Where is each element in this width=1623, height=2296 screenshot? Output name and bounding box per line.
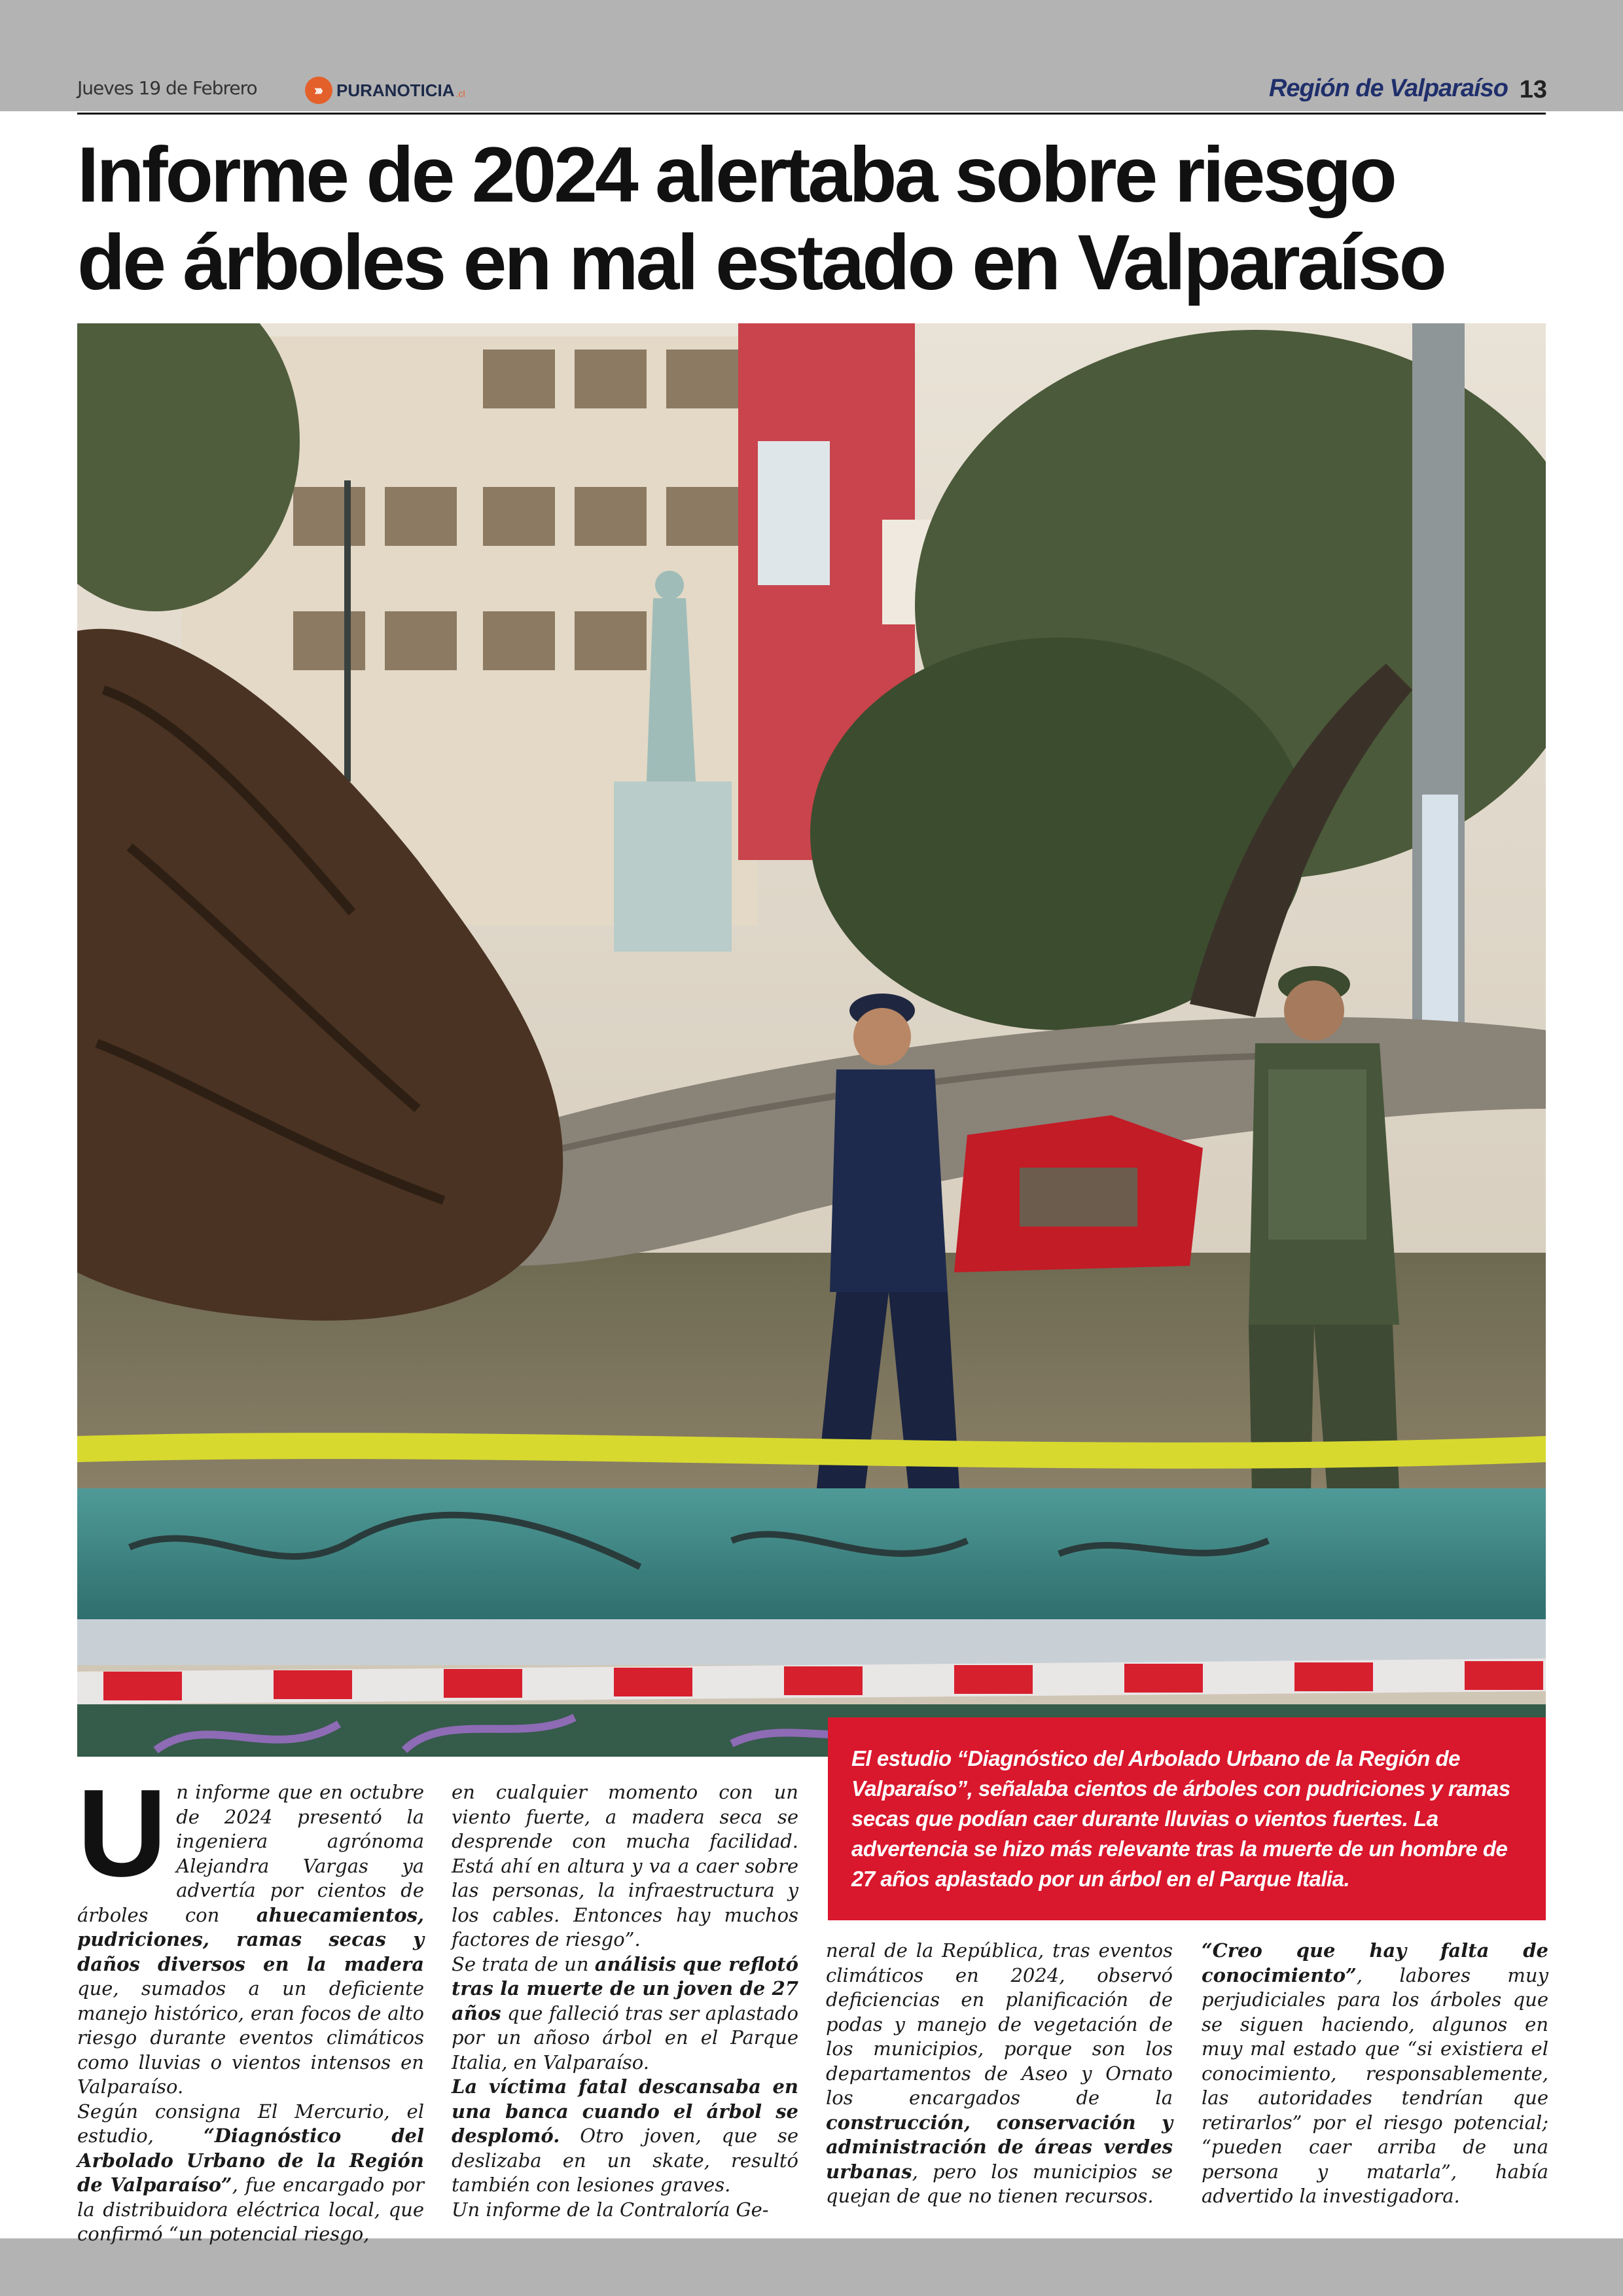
logo-text: PURANOTICIA [336,80,455,100]
column-2-paragraph-4: Un informe de la Contraloría Ge- [452,2198,769,2221]
headline-line-2: de árboles en mal estado en Valparaíso [77,219,1444,306]
body-text: Se trata de un [452,1952,595,1975]
body-bold-text: La víctima fatal descansaba en una banca cuando el árbol se desplomó. [452,2075,798,2147]
body-text: Otro joven, que se deslizaba en un skate, resultó también con lesiones graves. [452,2125,798,2196]
body-text: que falleció tras ser aplastado por un añoso árbol en el Parque Italia, en Valparaíso. [452,2001,798,2073]
body-bold-text: construcción, conservación y administración de áreas verdes urbanas [826,2111,1173,2183]
article-column-1 [77,1764,424,2247]
news-photo [77,323,1546,1757]
photo-caption: El estudio “Diagnóstico del Arbolado Urbano de la Región de Valparaíso”, señalaba cientos de árboles con pudriciones y ramas secas que podían caer durante lluvias o vientos fuertes. La advertencia se hizo más relevante tras la muerte de un hombre de 27 años aplastado por un árbol en el Parque Italia. [851,1746,1510,1891]
page-top-margin [0,0,1623,111]
article-column-4 [1202,1939,1548,2209]
column-4-paragraph-1 [1202,1939,1548,2209]
article-column-3 [826,1939,1173,2209]
headline-line-1: Informe de 2024 alertaba sobre riesgo [77,131,1395,219]
body-bold-text: “Diagnóstico del Arbolado Urbano de la Región de Valparaíso” [77,2125,424,2196]
section-title: Región de Valparaíso [1268,75,1508,102]
page-number: 13 [1519,76,1547,103]
drop-cap: U [77,1764,168,1903]
headline [77,131,1563,306]
issue-date: Jueves 19 de Febrero [77,77,257,99]
logo-chevrons-icon: ››› [305,77,332,104]
body-text: , labores muy perjudiciales para los árboles que se siguen haciendo, algunos en muy mal estado que “si existiera el conocimiento, responsablemente, las autoridades tendrían que retirarlos” por el riesgo potencial; “pueden caer arriba de una persona y matarla”, había advertido la investigadora. [1202,1964,1548,2207]
body-text: n informe que en octubre de 2024 presentó la ingeniera agrónoma Alejandra Vargas ya advertía por cientos de árboles con [77,1781,424,1926]
body-text: que, sumados a un deficiente manejo histórico, eran focos de alto riesgo durante eventos climáticos como lluvias o vientos intensos en Valparaíso. [77,1977,424,2098]
body-bold-text: análisis que reflotó tras la muerte de un joven de 27 años [452,1952,799,2024]
puranoticia-logo [305,76,465,105]
body-bold-text: “Creo que hay falta de conocimiento” [1202,1939,1548,1986]
column-2-paragraph-3 [452,2075,798,2198]
body-text: Según consigna El Mercurio, el estudio, [77,2100,424,2147]
article-column-2 [452,1780,798,2222]
column-3-paragraph-1 [826,1939,1173,2209]
column-1-paragraph-1 [77,1764,424,2100]
body-text: , pero los municipios se quejan de que no tienen recursos. [826,2160,1173,2207]
fallen-tree-scene-illustration [77,323,1546,1757]
header-rule [77,113,1546,115]
column-2-paragraph-1: en cualquier momento con un viento fuerte, a madera seca se desprende con mucha facilidad. Está ahí en altura y va a caer sobre las personas, la infraestructura y los cables. Entonces hay muchos factores de riesgo”. [452,1781,798,1950]
column-2-paragraph-2 [452,1952,798,2075]
body-text: , fue encargado por la distribuidora eléctrica local, que confirmó “un potencial riesgo, [77,2174,424,2245]
column-1-paragraph-2 [77,2100,424,2247]
logo-suffix: .cl [455,88,465,99]
body-text: neral de la República, tras eventos climáticos en 2024, observó deficiencias en planificación de podas y manejo de vegetación de los municipios, porque son los departamentos de Aseo y Ornato los encargados de la [826,1939,1173,2109]
photo-caption-box [828,1717,1546,1920]
body-bold-text: ahuecamientos, pudriciones, ramas secas y daños diversos en la madera [77,1903,424,1975]
